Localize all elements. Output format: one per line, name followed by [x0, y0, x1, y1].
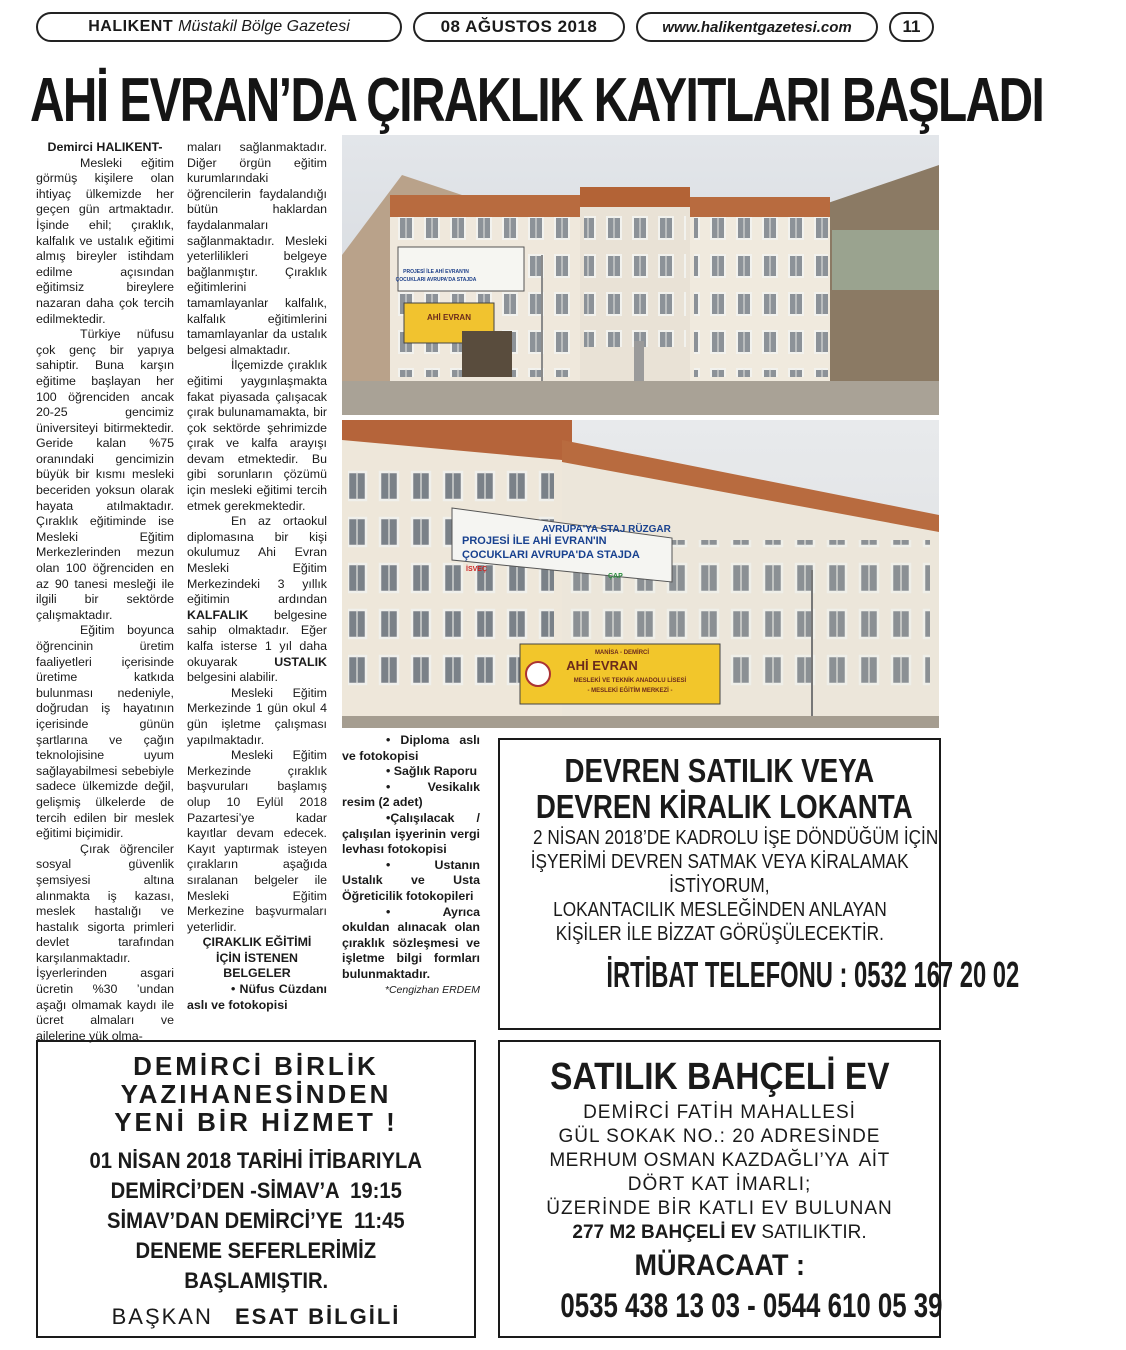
banner-text: ÇOCUKLARI AVRUPA'DA STAJDA — [395, 277, 477, 283]
ad-line: DENEME SEFERLERİMİZ — [135, 1238, 377, 1263]
ad-restaurant — [498, 738, 1020, 1030]
ad-bus-service — [36, 1040, 476, 1338]
school-sign-subtitle: - MESLEKİ EĞİTİM MERKEZİ - — [587, 688, 673, 694]
headline: AHİ EVRAN’DA ÇIRAKLIK KAYITLARI BAŞLADI — [30, 66, 1044, 135]
ad-line: GÜL SOKAK NO.: 20 ADRESİNDE — [558, 1126, 881, 1147]
banner-tag: İSVEÇ — [466, 566, 488, 573]
ad-line: DEMİRCİ FATİH MAHALLESİ — [583, 1102, 856, 1123]
paper-subtitle: Müstakil Bölge Gazetesi — [178, 18, 350, 35]
school-building-illustration — [342, 420, 939, 728]
ad-line: MERHUM OSMAN KAZDAĞLI’YA AİT — [549, 1150, 890, 1171]
ad-line: 2 NİSAN 2018’DE KADROLU İŞE DÖNDÜĞÜM İÇİN — [532, 827, 939, 849]
article-column-2 — [187, 140, 327, 1013]
ad-phone: İRTİBAT TELEFONU : 0532 167 20 02 — [606, 954, 1020, 995]
text-span: SATILIKTIR. — [761, 1222, 867, 1243]
ad-line: 01 NİSAN 2018 TARİHİ İTİBARIYLA — [89, 1148, 423, 1173]
bold-term: KALFALIK — [187, 607, 249, 622]
ad-line: DÖRT KAT İMARLI; — [627, 1174, 812, 1195]
signature-label: BAŞKAN — [111, 1304, 213, 1329]
ad-highlight: 277 M2 BAHÇELİ EV — [572, 1222, 757, 1243]
ad-title: DEVREN KİRALIK LOKANTA — [535, 788, 913, 825]
paper-name: HALIKENT — [88, 18, 174, 35]
school-emblem-icon — [526, 662, 550, 686]
document-item: • Ayrıca okuldan alınacak olan çıraklık sözleşmesi ve işletme bilgi formları bulunmaktadır. — [342, 904, 480, 981]
banner-tag: ÇAP — [608, 573, 623, 580]
document-item: • Nüfus Cüzdanı aslı ve fotokopisi — [187, 982, 327, 1012]
article-paragraph: İlçemizde çıraklık eğitimi yaygınlaşmakta fakat piyasada çalışacak çırak bulunamamakta, bir çok sektörde şehrimizde çırak ve kalfa arayışı devam etmektedir. Bu gibi sorunların çözümü için mesleki eğitimi tercih etmek gerekmektedir. — [187, 358, 327, 513]
ad-house-sale — [498, 1040, 941, 1338]
article-paragraph: Türkiye nüfusu çok genç bir yapıya sahiptir. Buna karşın eğitime başlayan her 100 öğrenciden ancak 20-25 gencimiz üniversiteyi bitirmektedir. Geride kalan %75 oranındaki gencimizin büyük bir kısmı mesleki beceriden yoksun olarak hayata atılmaktadır. Çıraklık eğitiminde ise Mesleki Eğitim Merkezlerinden mezun olan 100 öğrenciden en az 90 tanesi mesleği ile ilgili bir sektörde çalışmaktadır. — [36, 327, 174, 622]
school-sign-name: AHİ EVRAN — [566, 658, 638, 673]
text-span: En az ortaokul diplomasına bir kişi okulumuz Ahi Evran Mesleki Eğitim Merkezindeki 3 yıllık eğitimin ardından — [187, 514, 327, 607]
school-sign-subtitle: MESLEKİ VE TEKNİK ANADOLU LİSESİ — [573, 678, 687, 684]
school-sign-top: MANİSA - DEMİRCİ — [594, 650, 650, 656]
document-item: •Çalışılacak / çalışılan işyerinin vergi levhası fotokopisi — [342, 810, 480, 857]
article-paragraph: Mesleki eğitim görmüş kişilere olan ihtiyaç ülkemizde her geçen gün artmaktadır. İşinde ehil; çıraklık, kalfalık ve ustalık eğitimi almış bireyler istihdam edilme açısından eğitimsiz bireylere nazaran daha çok tercih edilmektedir. — [36, 155, 174, 326]
ad-contact-label: MÜRACAAT : — [634, 1249, 805, 1282]
banner-text: AVRUPA'YA STAJ RÜZGAR — [542, 524, 671, 535]
document-item: • Vesikalık resim (2 adet) — [342, 779, 480, 810]
ad-signature — [38, 1304, 474, 1330]
school-photo-front — [342, 135, 939, 415]
article-author: *Cengizhan ERDEM — [384, 983, 480, 996]
banner-text: PROJESİ İLE AHİ EVRAN'IN — [403, 269, 469, 275]
article-paragraph — [187, 514, 327, 686]
text-span: belgesini alabilir. — [187, 670, 278, 685]
ad-phone: 0535 438 13 03 - 0544 610 05 39 — [560, 1287, 943, 1325]
ad-line: KİŞİLER İLE BİZZAT GÖRÜŞÜLECEKTİR. — [555, 923, 884, 945]
ad-title: SATILIK BAHÇELİ EV — [549, 1056, 890, 1098]
byline: Demirci HALIKENT- — [47, 140, 163, 154]
ad-line: BAŞLAMIŞTIR. — [184, 1268, 328, 1293]
school-sign-name: AHİ EVRAN — [426, 313, 472, 322]
banner-text: ÇOCUKLARI AVRUPA'DA STAJDA — [462, 549, 640, 561]
ad-title: YENİ BİR HİZMET ! — [114, 1107, 398, 1137]
school-building-illustration — [342, 135, 939, 415]
ad-line: İŞYERİMİ DEVREN SATMAK VEYA KİRALAMAK — [530, 851, 909, 873]
article-paragraph: Mesleki Eğitim Merkezinde çıraklık başvuruları başlamış olup 10 Eylül 2018 Pazartesi’ye kadar kayıtlar devam edecek. Kayıt yaptırmak isteyen çırakların aşağıda sıralanan belgeler ile Mesleki Eğitim Merkezine başvurmaları yeterlidir. — [187, 748, 327, 934]
signature-name: ESAT BİLGİLİ — [235, 1304, 401, 1329]
ad-line: İSTİYORUM, — [669, 875, 770, 897]
text-span: belgesine sahip olmaktadır. Eğer kalfa isterse 1 yıl daha okuyarak — [187, 607, 327, 669]
article-paragraph: Çırak öğrenciler sosyal güvenlik şemsiyesi altına alınmakta iş kazası, meslek hastalığı ve hastalık sigorta primleri devlet tarafından karşılanmaktadır. İşyerlerinden asgari ücretin %30 ’undan aşağı olmamak kaydı ile ücret almaları ve ailelerine yük olma- — [36, 841, 174, 1043]
issue-date: 08 AĞUSTOS 2018 — [413, 12, 625, 42]
ad-title: DEVREN SATILIK VEYA — [564, 752, 875, 789]
ad-line: LOKANTACILIK MESLEĞİNDEN ANLAYAN — [552, 899, 887, 921]
article-column-3 — [342, 733, 480, 998]
page-number: 11 — [889, 12, 934, 42]
ad-line: SİMAV’DAN DEMİRCİ’YE 11:45 — [107, 1208, 405, 1233]
article-paragraph: maları sağlanmaktadır. Diğer örgün eğitim kurumlarındaki öğrencilerin faydalandığı bütün haklardan faydalanmaları sağlanmaktadır. Mesleki yeterlilikleri belgeye bağlanmıştır. Çıraklık eğitimlerini tamamlayanlar kalfalık, kalfalık eğitimlerini tamamlayanlar da ustalık belgesi almaktadır. — [187, 140, 327, 357]
document-item: • Diploma aslı ve fotokopisi — [342, 733, 480, 763]
document-item: • Ustanın Ustalık ve Usta Öğreticilik fotokopileri — [342, 857, 480, 903]
ad-line: ÜZERİNDE BİR KATLI EV BULUNAN — [546, 1198, 893, 1219]
bold-term: USTALIK — [274, 654, 327, 669]
website-link[interactable]: www.halikentgazetesi.com — [636, 12, 878, 42]
article-paragraph: Eğitim boyunca öğrencinin üretim faaliyetleri içerisinde üretime katkıda bulunması nedeniyle, doğrudan iş hayatının içerisinde günün şartlarına ve çağın teknolojisine uyum sağlayabilmesi sebebiyle sadece ülkemizde değil, gelişmiş ülkelerde de tercih edilen bir meslek eğitimi biçimidir. — [36, 623, 174, 841]
banner-text: PROJESİ İLE AHİ EVRAN'IN — [462, 535, 607, 547]
ad-line — [500, 1221, 939, 1245]
paper-name-box — [36, 12, 402, 42]
school-photo-side — [342, 420, 939, 728]
article-paragraph: Mesleki Eğitim Merkezinde 1 gün okul 4 gün işletme çalışması yapılmaktadır. — [187, 685, 327, 747]
ad-title: YAZIHANESİNDEN — [120, 1079, 392, 1109]
ad-line: DEMİRCİ’DEN -SİMAV’A 19:15 — [110, 1178, 402, 1203]
document-item: • Sağlık Raporu — [386, 764, 478, 779]
article-column-1 — [36, 140, 174, 1044]
documents-heading: ÇIRAKLIK EĞİTİMİ İÇİN İSTENEN BELGELER — [202, 935, 312, 981]
ad-title: DEMİRCİ BİRLİK — [133, 1051, 379, 1081]
